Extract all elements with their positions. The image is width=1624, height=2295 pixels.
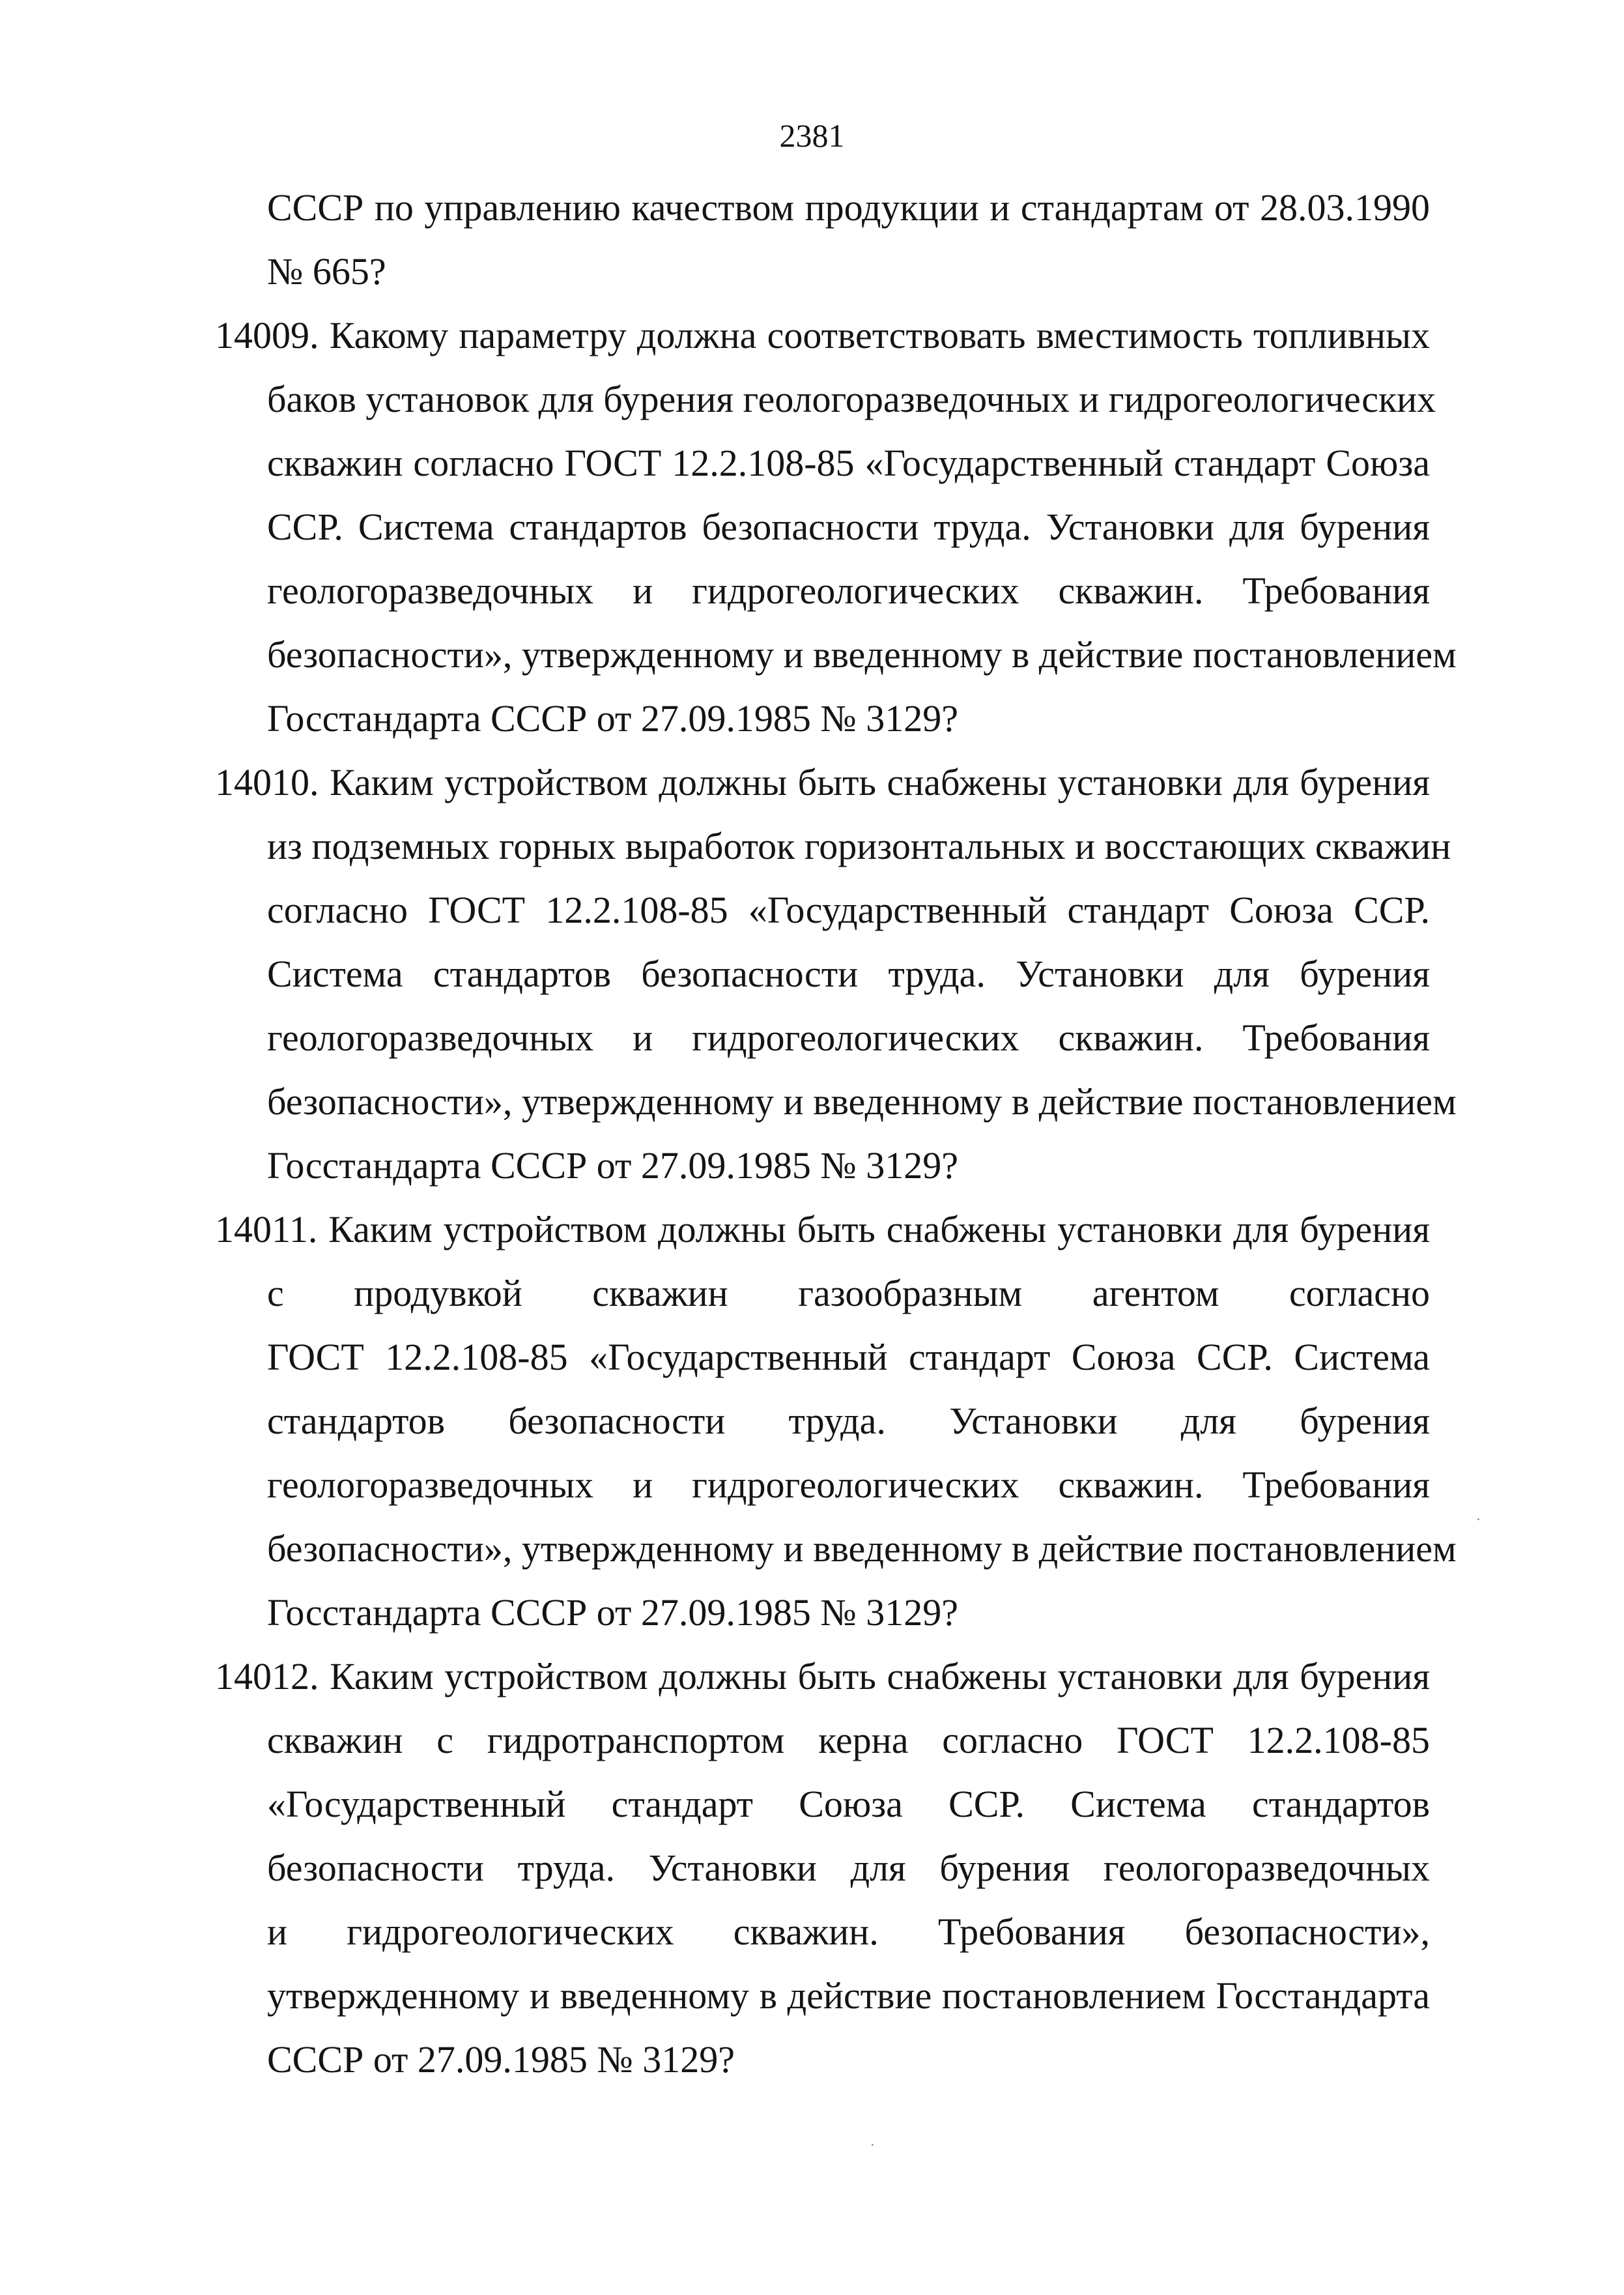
text-line: Каким устройством должны быть снабжены установки для бурения — [330, 1655, 1430, 1697]
scan-speck — [872, 2144, 874, 2146]
text-line: безопасности труда. Установки для бурения геологоразведочных — [267, 1847, 1430, 1889]
text-line: ГОСТ 12.2.108-85 «Государственный стандарт Союза ССР. Система — [267, 1336, 1430, 1378]
text-line: безопасности», утвержденному и введенному в действие постановлением — [267, 1527, 1457, 1570]
text-line: безопасности», утвержденному и введенному в действие постановлением — [267, 1080, 1457, 1123]
question-first-line — [215, 1645, 1430, 1709]
text-line: СССР по управлению качеством продукции и стандартам от 28.03.1990 — [267, 186, 1430, 229]
text-line: безопасности», утвержденному и введенному в действие постановлением — [267, 633, 1457, 676]
text-line: скважин с гидротранспортом керна согласно ГОСТ 12.2.108-85 — [267, 1719, 1430, 1761]
paragraph-continuation — [215, 176, 1430, 304]
page-number: 2381 — [779, 117, 845, 154]
text-line: геологоразведочных и гидрогеологических скважин. Требования — [267, 1464, 1430, 1506]
text-line: согласно ГОСТ 12.2.108-85 «Государственный стандарт Союза ССР. — [267, 889, 1430, 931]
text-line: с продувкой скважин газообразным агентом согласно — [267, 1272, 1430, 1314]
text-line: № 665? — [267, 250, 386, 293]
text-line: Госстандарта СССР от 27.09.1985 № 3129? — [267, 1144, 958, 1187]
question-14009 — [215, 304, 1457, 751]
text-line: «Государственный стандарт Союза ССР. Система стандартов — [267, 1783, 1430, 1825]
text-line: из подземных горных выработок горизонтальных и восстающих скважин — [267, 825, 1451, 867]
question-14011 — [215, 1198, 1457, 1645]
text-line: ССР. Система стандартов безопасности труда. Установки для бурения — [267, 506, 1430, 548]
text-line: скважин согласно ГОСТ 12.2.108-85 «Государственный стандарт Союза — [267, 442, 1430, 484]
text-line: геологоразведочных и гидрогеологических скважин. Требования — [267, 1017, 1430, 1059]
question-first-line — [215, 304, 1430, 368]
text-line: Госстандарта СССР от 27.09.1985 № 3129? — [267, 1591, 958, 1634]
question-number: 14012. — [215, 1655, 319, 1697]
question-first-line — [215, 1198, 1430, 1262]
text-line: Система стандартов безопасности труда. Установки для бурения — [267, 953, 1430, 995]
question-first-line — [215, 751, 1430, 815]
text-line: Какому параметру должна соответствовать вместимость топливных — [329, 314, 1431, 356]
text-line: Каким устройством должны быть снабжены установки для бурения — [328, 1208, 1430, 1250]
text-line: СССР от 27.09.1985 № 3129? — [267, 2038, 735, 2081]
text-line: Каким устройством должны быть снабжены установки для бурения — [330, 761, 1430, 803]
text-line: утвержденному и введенному в действие постановлением Госстандарта — [267, 1974, 1430, 2017]
scan-speck — [1477, 1518, 1479, 1520]
question-number: 14009. — [215, 314, 319, 356]
question-14012 — [215, 1645, 1430, 2092]
text-line: Госстандарта СССР от 27.09.1985 № 3129? — [267, 697, 958, 740]
text-line: баков установок для бурения геологоразведочных и гидрогеологических — [267, 378, 1436, 420]
document-body — [215, 176, 1457, 2092]
text-line: и гидрогеологических скважин. Требования безопасности», — [267, 1911, 1430, 1953]
text-line: геологоразведочных и гидрогеологических скважин. Требования — [267, 570, 1430, 612]
text-line: стандартов безопасности труда. Установки для бурения — [267, 1400, 1430, 1442]
question-14010 — [215, 751, 1457, 1198]
question-number: 14011. — [215, 1208, 318, 1250]
question-number: 14010. — [215, 761, 319, 803]
